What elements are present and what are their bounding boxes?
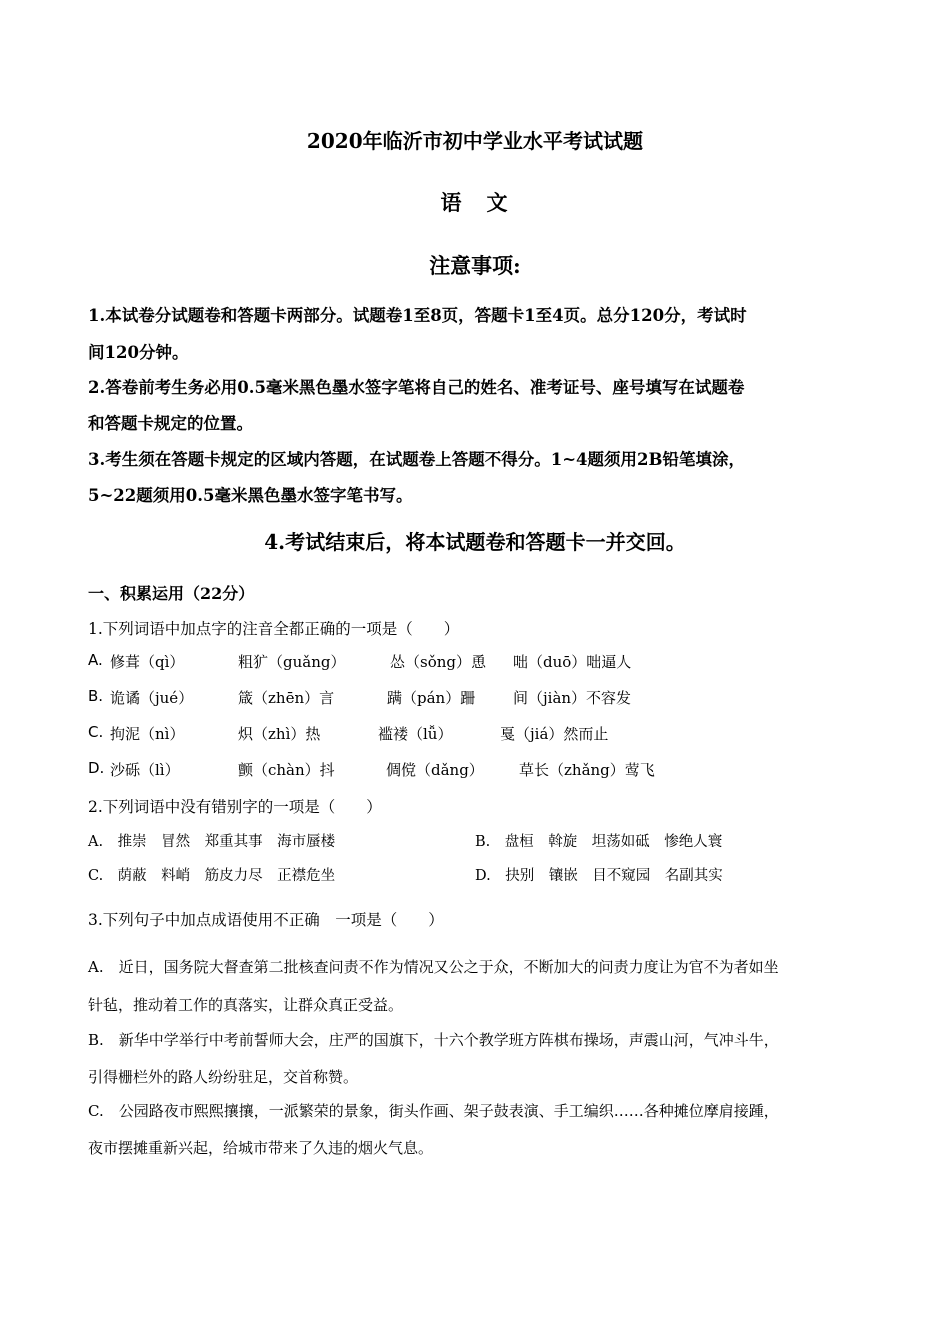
notice-line-4: 4.考试结束后，将本试题卷和答题卡一并交回。 <box>264 530 686 554</box>
q2-option-b: B. 盘桓 斡旋 坦荡如砥 惨绝人寰 <box>475 834 723 850</box>
notice-line-1a: 1.本试卷分试题卷和答题卡两部分。试题卷1至8页，答题卡1至4页。总分120分，考试时 <box>88 306 747 325</box>
q1-option-b-word-1: 诡谲（jué） <box>110 689 194 707</box>
q1-option-a-word-3: 怂（sǒng）恿 <box>390 653 486 671</box>
notice-line-2b: 和答题卡规定的位置。 <box>88 414 253 433</box>
q1-option-a-word-4: 咄（duō）咄逼人 <box>513 653 632 671</box>
q1-option-d-word-4: 草长（zhǎng）莺飞 <box>519 761 655 779</box>
q1-option-d-word-1: 沙砾（lì） <box>110 761 180 779</box>
q1-option-c-word-2: 炽（zhì）热 <box>238 725 321 743</box>
notice-line-2a: 2.答卷前考生务必用0.5毫米黑色墨水签字笔将自己的姓名、准考证号、座号填写在试题卷 <box>88 378 745 397</box>
q1-option-c-word-3: 褴褛（lǚ） <box>378 725 453 743</box>
q1-option-d-word-3: 倜傥（dǎng） <box>386 761 484 779</box>
q1-option-b-word-2: 箴（zhēn）言 <box>238 689 335 707</box>
q1-option-a-letter: A. <box>88 651 103 669</box>
q1-option-a-word-2: 粗犷（guǎng） <box>238 653 346 671</box>
section-heading: 一、积累运用（22分） <box>88 584 255 603</box>
question-3-stem: 3.下列句子中加点成语使用不正确 一项是（ ） <box>88 911 444 929</box>
notice-line-3a: 3.考生须在答题卡规定的区域内答题，在试题卷上答题不得分。1~4题须用2B铅笔填涂， <box>88 450 745 469</box>
q2-option-c: C. 荫蔽 料峭 筋皮力尽 正襟危坐 <box>88 868 336 884</box>
q1-option-d-letter: D. <box>88 759 105 777</box>
q1-option-c-letter: C. <box>88 723 104 741</box>
q3-option-a-line-1: A. 近日，国务院大督查第二批核查问责不作为情况又公之于众，不断加大的问责力度让为官不为者如坐 <box>88 958 779 976</box>
q3-option-a-line-2: 针毡，推动着工作的真落实，让群众真正受益。 <box>88 996 404 1014</box>
q1-option-c-word-4: 戛（jiá）然而止 <box>500 725 609 743</box>
q3-option-c-line-1: C. 公园路夜市熙熙攘攘，一派繁荣的景象，街头作画、架子鼓表演、手工编织……各种摊位摩肩接踵， <box>88 1102 779 1120</box>
subject-title: 语 文 <box>440 190 510 215</box>
notice-line-3b: 5~22题须用0.5毫米黑色墨水签字笔书写。 <box>88 486 413 505</box>
q1-option-c-word-1: 拘泥（nì） <box>110 725 185 743</box>
q1-option-b-word-3: 蹒（pán）跚 <box>387 689 476 707</box>
q3-option-b-line-1: B. 新华中学举行中考前誓师大会，庄严的国旗下，十六个教学班方阵棋布操场，声震山河，气冲斗牛， <box>88 1031 779 1049</box>
notice-title: 注意事项: <box>429 253 521 278</box>
q3-option-b-line-2: 引得栅栏外的路人纷纷驻足，交首称赞。 <box>88 1068 359 1086</box>
question-1-stem: 1.下列词语中加点字的注音全都正确的一项是（ ） <box>88 620 460 638</box>
question-2-stem: 2.下列词语中没有错别字的一项是（ ） <box>88 798 382 816</box>
notice-line-1b: 间120分钟。 <box>88 343 189 362</box>
q3-option-c-line-2: 夜市摆摊重新兴起，给城市带来了久违的烟火气息。 <box>88 1139 434 1157</box>
q1-option-b-letter: B. <box>88 687 104 705</box>
q2-option-a: A. 推崇 冒然 郑重其事 海市蜃楼 <box>88 834 336 850</box>
q1-option-a-word-1: 修葺（qì） <box>110 653 185 671</box>
q2-option-d: D. 抉别 镶嵌 目不窥园 名副其实 <box>475 868 723 884</box>
q1-option-b-word-4: 间（jiàn）不容发 <box>513 689 632 707</box>
q1-option-d-word-2: 颤（chàn）抖 <box>238 761 335 779</box>
exam-title: 2020年临沂市初中学业水平考试试题 <box>306 129 644 153</box>
